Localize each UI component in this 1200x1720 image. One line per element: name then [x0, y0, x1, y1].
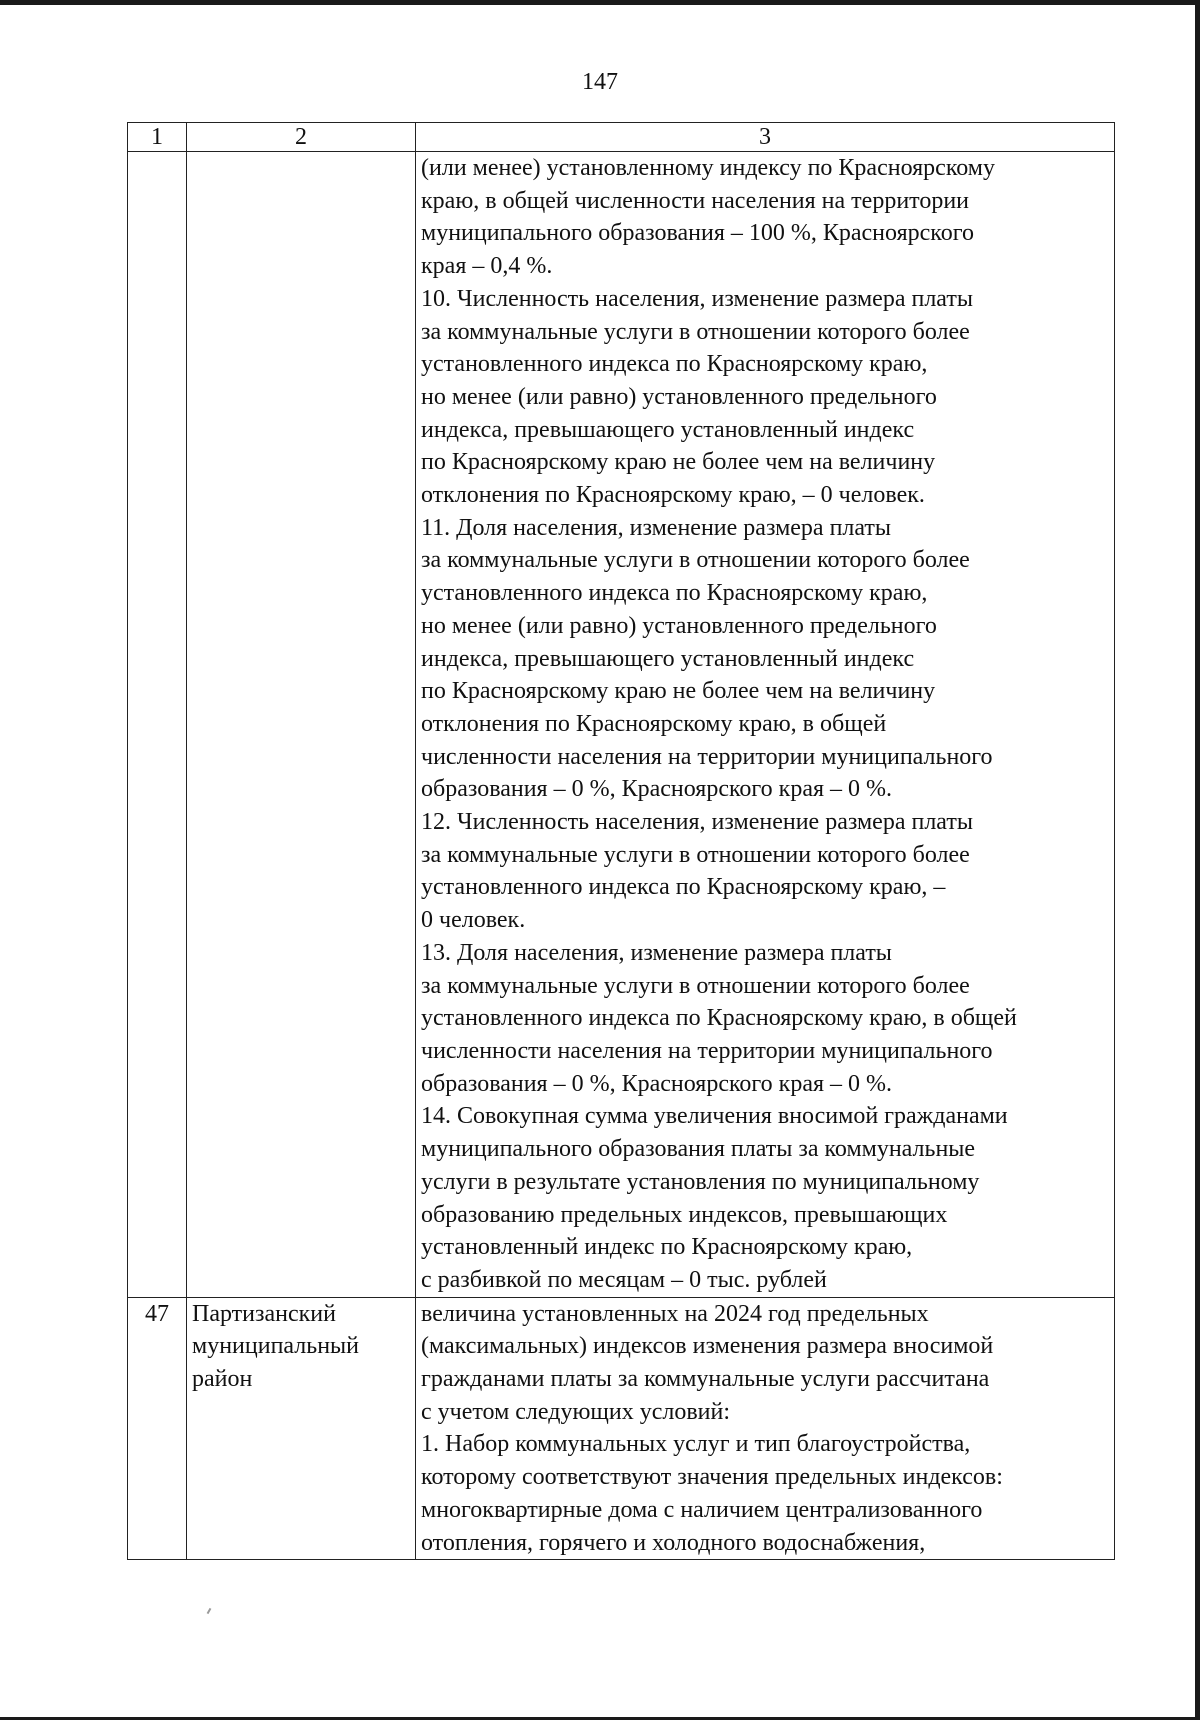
description-line: услуги в результате установления по муниципальному	[421, 1168, 980, 1195]
row-number-cell	[128, 152, 187, 1298]
header-cell-1: 1	[128, 123, 187, 152]
description-line: которому соответствуют значения предельных индексов:	[421, 1464, 1003, 1491]
description-line: гражданами платы за коммунальные услуги рассчитана	[421, 1366, 990, 1393]
description-line: с разбивкой по месяцам – 0 тыс. рублей	[421, 1266, 827, 1293]
description-line: установленного индекса по Красноярскому краю, в общей	[421, 1005, 1017, 1032]
description-line: с учетом следующих условий:	[421, 1398, 731, 1425]
description-line: (или менее) установленному индексу по Красноярскому	[421, 155, 995, 181]
description-line: величина установленных на 2024 год предельных	[421, 1300, 929, 1327]
description-line: за коммунальные услуги в отношении которого более	[421, 841, 970, 868]
description-line: 13. Доля населения, изменение размера платы	[421, 939, 892, 966]
description-line: 1. Набор коммунальных услуг и тип благоустройства,	[421, 1431, 971, 1458]
description-line: за коммунальные услуги в отношении которого более	[421, 547, 970, 574]
description-line: 11. Доля населения, изменение размера платы	[421, 514, 892, 541]
description-line: 0 человек.	[421, 907, 526, 934]
description-line: по Красноярскому краю не более чем на величину	[421, 678, 936, 705]
row-number-cell: 47	[128, 1297, 187, 1560]
description-line: отопления, горячего и холодного водоснабжения,	[421, 1529, 926, 1556]
description-line: 12. Численность населения, изменение размера платы	[421, 809, 973, 836]
description-line: образованию предельных индексов, превышающих	[421, 1201, 948, 1228]
description-line: но менее (или равно) установленного предельного	[421, 383, 937, 410]
description-line: но менее (или равно) установленного предельного	[421, 612, 937, 639]
description-line: установленного индекса по Красноярскому краю,	[421, 580, 928, 607]
municipality-name-line: Партизанский	[192, 1300, 336, 1327]
municipality-name-cell	[187, 152, 416, 1298]
table-row	[128, 152, 1115, 1298]
header-cell-2: 2	[187, 123, 416, 152]
description-line: многоквартирные дома с наличием централизованного	[421, 1496, 983, 1523]
table-row	[128, 1297, 1115, 1560]
description-line: краю, в общей численности населения на территории	[421, 187, 970, 214]
document-table	[127, 122, 1115, 1560]
description-line: численности населения на территории муниципального	[421, 743, 993, 770]
municipality-name-line: муниципальный	[192, 1333, 360, 1360]
description-line: 14. Совокупная сумма увеличения вносимой гражданами	[421, 1103, 1008, 1130]
description-line: установленного индекса по Красноярскому краю,	[421, 351, 928, 378]
municipality-name-line: район	[192, 1366, 253, 1393]
description-line: края – 0,4 %.	[421, 253, 553, 280]
description-line: образования – 0 %, Красноярского края – 0 %.	[421, 1070, 893, 1097]
description-line: образования – 0 %, Красноярского края – 0 %.	[421, 776, 893, 803]
description-line: отклонения по Красноярскому краю, – 0 человек.	[421, 482, 925, 509]
description-line: отклонения по Красноярскому краю, в общей	[421, 710, 887, 737]
description-cell	[416, 1297, 1115, 1560]
table-header-row	[128, 123, 1115, 152]
municipality-name-cell	[187, 1297, 416, 1560]
description-line: (максимальных) индексов изменения размера вносимой	[421, 1333, 994, 1360]
description-line: за коммунальные услуги в отношении которого более	[421, 318, 970, 345]
description-line: муниципального образования – 100 %, Красноярского	[421, 220, 974, 247]
description-line: установленный индекс по Красноярскому краю,	[421, 1234, 913, 1261]
description-line: установленного индекса по Красноярскому краю, –	[421, 874, 946, 901]
description-cell	[416, 152, 1115, 1298]
description-line: по Красноярскому краю не более чем на величину	[421, 449, 936, 476]
header-cell-3: 3	[416, 123, 1115, 152]
page-number: 147	[582, 69, 618, 95]
description-line: 10. Численность населения, изменение размера платы	[421, 285, 973, 312]
description-line: муниципального образования платы за коммунальные	[421, 1136, 976, 1163]
description-line: за коммунальные услуги в отношении которого более	[421, 972, 970, 999]
description-line: численности населения на территории муниципального	[421, 1037, 993, 1064]
description-line: индекса, превышающего установленный индекс	[421, 416, 915, 443]
description-line: индекса, превышающего установленный индекс	[421, 645, 915, 672]
